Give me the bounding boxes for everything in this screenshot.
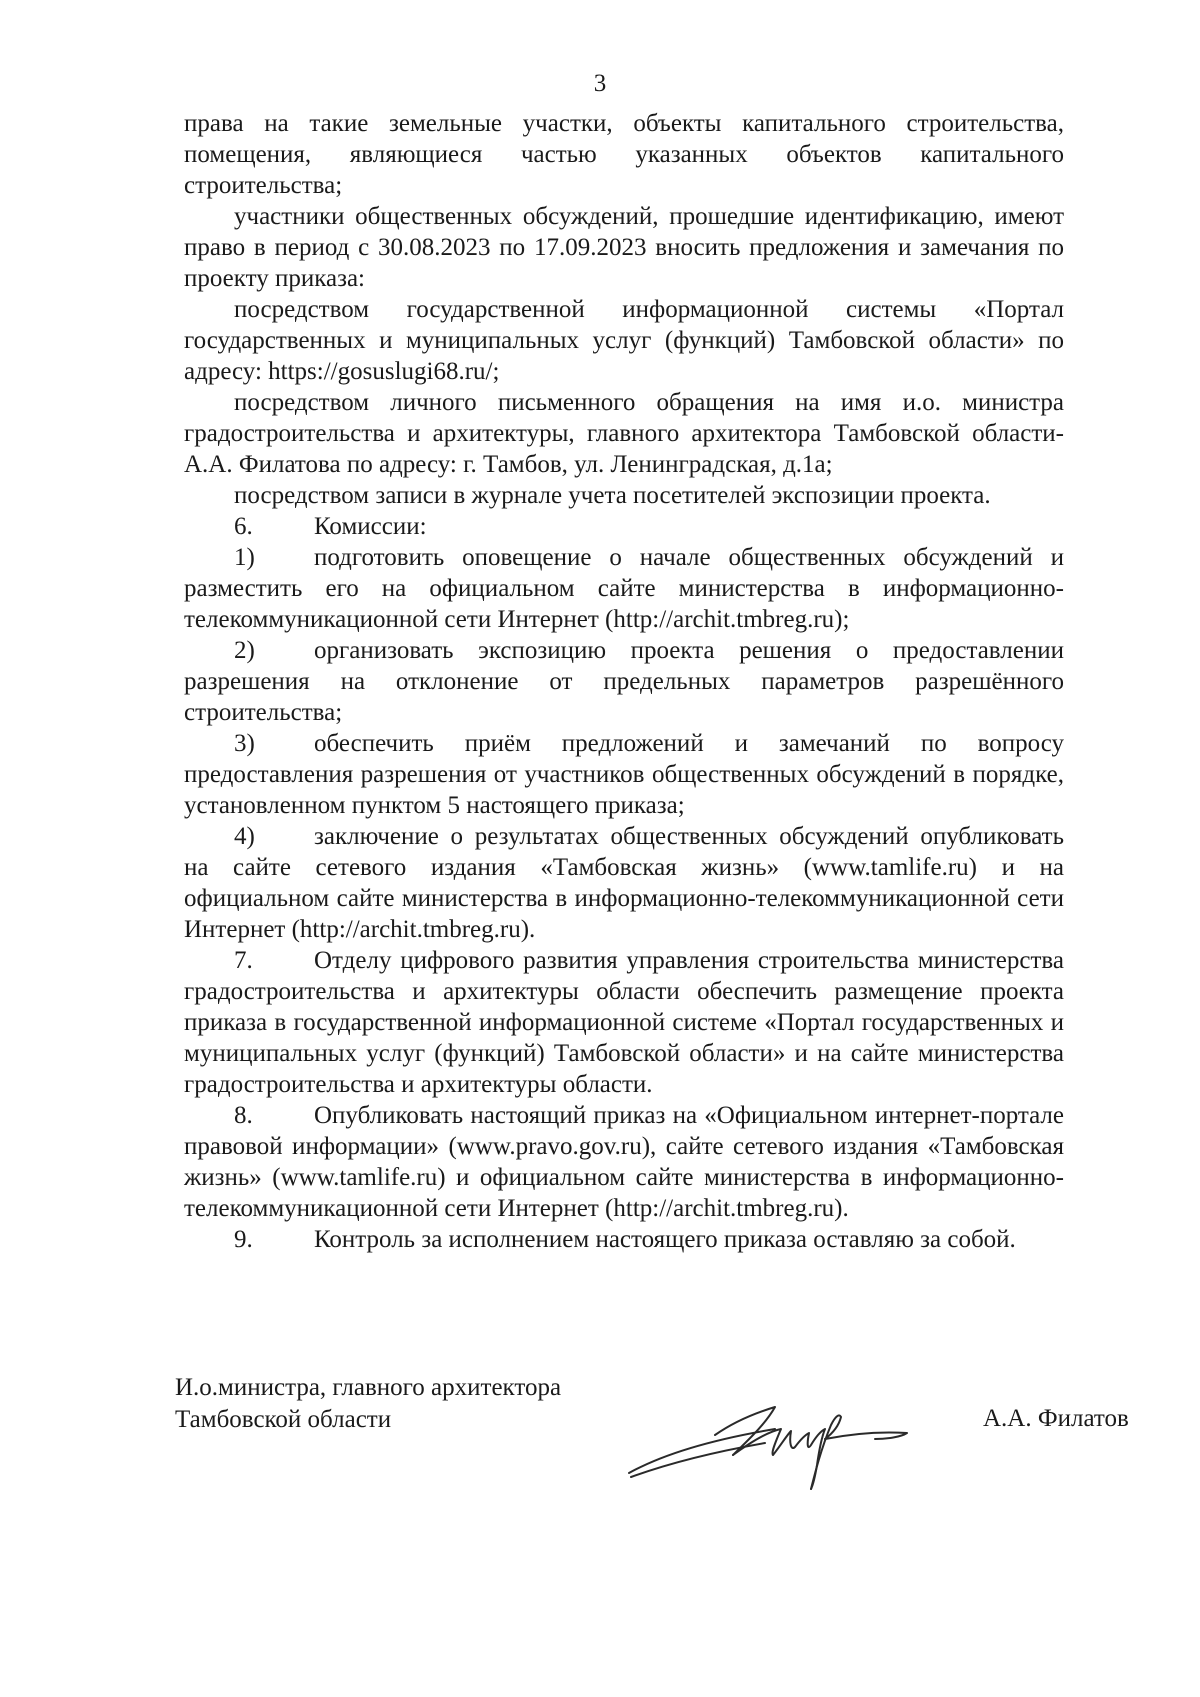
list-item [184,945,1064,1100]
paragraph: участники общественных обсуждений, прошедшие идентификацию, имеют право в период с 30.08.2023 по 17.09.2023 вносить предложения и замечания по проекту приказа: [184,203,1064,292]
paragraph: посредством записи в журнале учета посетителей экспозиции проекта. [234,482,991,509]
item-number: 6. [234,513,253,540]
item-text: Опубликовать настоящий приказ на «Официальном интернет-портале правовой информации» (www.pravo.gov.ru), сайте сетевого издания «Тамбовская жизнь» (www.tamlife.ru) и официальном сайте министерства в информационно-телекоммуникационной сети Интернет (http://archit.tmbreg.ru). [184,1102,1064,1222]
position-line: И.о.министра, главного архитектора [175,1374,562,1401]
item-text: заключение о результатах общественных обсуждений опубликовать на сайте сетевого издания «Тамбовская жизнь» (www.tamlife.ru) и на официальном сайте министерства в информационно-телекоммуникационной сети Интернет (http://archit.tmbreg.ru). [184,823,1064,943]
item-text: Контроль за исполнением настоящего приказа оставляю за собой. [314,1226,1016,1253]
item-text: подготовить оповещение о начале общественных обсуждений и разместить его на официальном сайте министерства в информационно-телекоммуникационной сети Интернет (http://archit.tmbreg.ru); [184,544,1064,633]
item-text: Отделу цифрового развития управления строительства министерства градостроительства и архитектуры области обеспечить размещение проекта приказа в государственной информационной системе «Портал государственных и муниципальных услуг (функций) Тамбовской области» и на сайте министерства градостроительства и архитектуры области. [184,947,1064,1098]
document-body [184,108,1064,1255]
list-item [184,542,1064,635]
list-item [184,511,1064,542]
list-item [184,1224,1064,1255]
item-number: 3) [234,730,255,757]
item-number: 4) [234,823,255,850]
list-item [184,1100,1064,1224]
signatory-name: А.А. Филатов [983,1405,1129,1432]
item-number: 8. [234,1102,253,1129]
list-item [184,728,1064,821]
page-number: 3 [593,70,607,97]
item-text: организовать экспозицию проекта решения о предоставлении разрешения на отклонение от предельных параметров разрешённого строительства; [184,637,1064,726]
item-number: 1) [234,544,255,571]
handwritten-signature [625,1395,915,1495]
item-text: Комиссии: [314,513,427,540]
signatory-position [175,1372,561,1436]
paragraph: права на такие земельные участки, объекты капитального строительства, помещения, являющиеся частью указанных объектов капитального строительства; [184,110,1064,199]
item-number: 9. [234,1226,253,1253]
list-item [184,821,1064,945]
item-number: 2) [234,637,255,664]
list-item [184,635,1064,728]
paragraph: посредством государственной информационной системы «Портал государственных и муниципальных услуг (функций) Тамбовской области» по адресу: https://gosuslugi68.ru/; [184,296,1064,385]
item-text: обеспечить приём предложений и замечаний по вопросу предоставления разрешения от участников общественных обсуждений в порядке, установленном пунктом 5 настоящего приказа; [184,730,1064,819]
position-line: Тамбовской области [175,1406,392,1433]
item-number: 7. [234,947,253,974]
paragraph: посредством личного письменного обращения на имя и.о. министра градостроительства и архитектуры, главного архитектора Тамбовской области-А.А. Филатова по адресу: г. Тамбов, ул. Ленинградская, д.1а; [184,389,1064,478]
